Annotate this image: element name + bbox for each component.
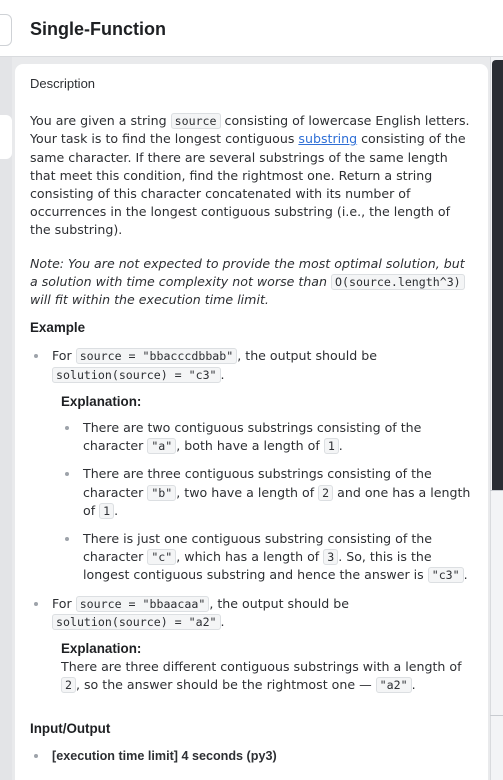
explanation-heading: Explanation:: [61, 641, 142, 657]
explanation-text: There are three different contiguous substrings with a length of 2 , so the answer should be the rightmost one — "a2" .: [61, 659, 462, 693]
inline-code: "a2": [376, 677, 412, 693]
substring-link[interactable]: substring: [298, 131, 358, 147]
explanation: [61, 640, 473, 695]
io-heading: Input/Output: [30, 720, 111, 736]
example-list: [30, 347, 473, 694]
inline-code: O(source.length^3): [331, 274, 465, 290]
left-rail: [0, 57, 12, 780]
explanation-item: There is just one contiguous substring consisting of the character "c" , which has a length of 3 . So, this is the longest contiguous substring and hence the answer is "c3" .: [61, 530, 473, 585]
io-item: [execution time limit] 4 seconds (py3): [30, 747, 473, 765]
example-item: For source = "bbacccdbbab" , the output should be solution(source) = "c3" . Explanation: There are two contiguous substrings consisting of the character "a" , both have a length of 1 . There are three contiguous substrings consisting of the character "b" , two have a length of 2 and one has a length of 1 . There is just one contiguous substring consisting of the character "c" , which has a length of 3 . So, this is the longest contiguous substring and hence the answer is "c3" .: [30, 347, 473, 584]
description-panel: [15, 64, 488, 780]
top-bar: [0, 0, 503, 57]
example-heading: Example: [30, 320, 86, 336]
inline-code: 1: [324, 438, 339, 454]
inline-code: 2: [61, 677, 76, 693]
rail-tab[interactable]: [0, 115, 12, 159]
description-content: [15, 64, 488, 765]
inline-code: 3: [323, 549, 338, 565]
back-button[interactable]: [0, 14, 12, 46]
inline-code: 2: [318, 485, 333, 501]
description-paragraph: You are given a string source consisting of lowercase English letters. Your task is to find the longest contiguous substring consisting of the same character. If there are several substrings of the same length that meet this condition, find the rightmost one. Return a string consisting of this character concatenated with its number of occurrences in the longest contiguous substring (i.e., the length of the substring).: [30, 113, 470, 238]
inline-code: solution(source) = "c3": [52, 367, 221, 383]
inline-code: solution(source) = "a2": [52, 614, 221, 630]
inline-code: source: [171, 113, 221, 129]
page-title: Single-Function: [30, 19, 166, 39]
explanation-heading: Explanation:: [61, 393, 142, 409]
inline-code: "c": [147, 549, 176, 565]
code-editor-edge[interactable]: [492, 60, 503, 490]
inline-code: "c3": [428, 567, 464, 583]
inline-code: source = "bbaacaa": [76, 596, 210, 612]
divider: [490, 490, 503, 491]
description-label: Description: [30, 76, 96, 91]
explanation-item: There are two contiguous substrings consisting of the character "a" , both have a length of 1 .: [61, 419, 473, 455]
inline-code: "b": [147, 485, 176, 501]
io-list: [30, 747, 473, 765]
example-item: For source = "bbaacaa" , the output should be solution(source) = "a2" . Explanation: There are three different contiguous substrings with a length of 2 , so the answer should be the rightmost one — "a2" .: [30, 595, 473, 695]
explanation-item: There are three contiguous substrings consisting of the character "b" , two have a length of 2 and one has a length of 1 .: [61, 465, 473, 520]
divider: [490, 715, 503, 716]
explanation: [61, 393, 473, 585]
inline-code: 1: [99, 503, 114, 519]
inline-code: "a": [147, 438, 176, 454]
inline-code: source = "bbacccdbbab": [76, 348, 238, 364]
complexity-note: Note: You are not expected to provide the most optimal solution, but a solution with time complexity not worse than O(source.length^3) will fit within the execution time limit.: [30, 255, 465, 308]
